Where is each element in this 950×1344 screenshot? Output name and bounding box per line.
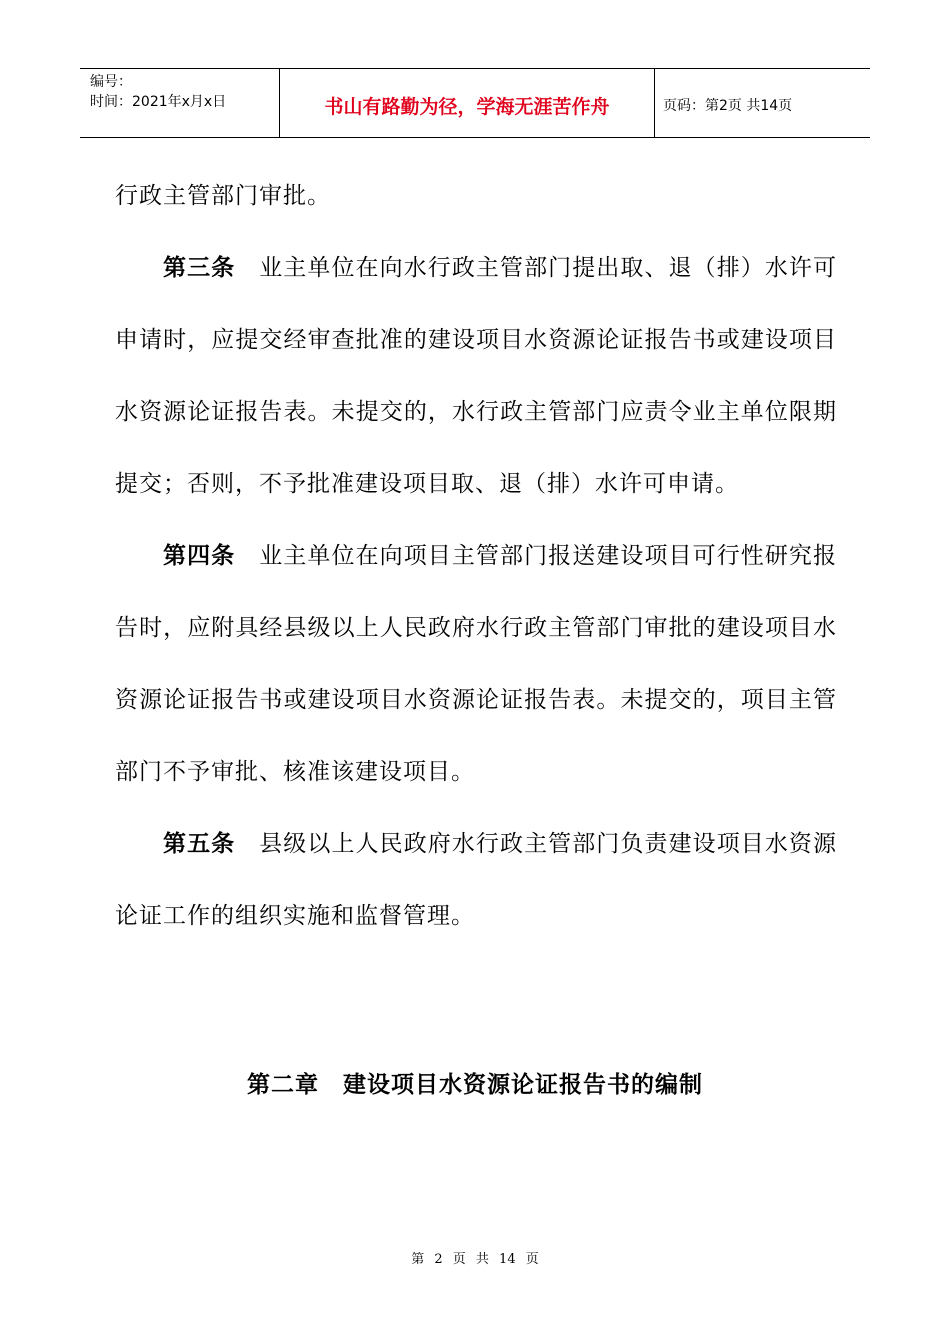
header-meta <box>80 69 280 137</box>
article-4-label: 第四条 <box>163 543 236 569</box>
article-5 <box>115 808 837 952</box>
chapter-heading <box>0 1066 950 1099</box>
header-page-number: 页码：第2页 共14页 <box>663 98 793 114</box>
chapter-title: 建设项目水资源论证报告书的编制 <box>343 1072 703 1098</box>
document-body <box>115 160 837 952</box>
document-time: 时间：2021年x月x日 <box>90 94 227 110</box>
article-4-text: 业主单位在向项目主管部门报送建设项目可行性研究报告时，应附具经县级以上人民政府水行政主管部门审批的建设项目水资源论证报告书或建设项目水资源论证报告表。未提交的，项目主管部门不予审批、核准该建设项目。 <box>115 543 838 785</box>
header-motto: 书山有路勤为径，学海无涯苦作舟 <box>280 69 655 137</box>
article-5-text: 县级以上人民政府水行政主管部门负责建设项目水资源论证工作的组织实施和监督管理。 <box>115 831 838 929</box>
article-3-label: 第三条 <box>163 255 236 281</box>
page-footer: 第 2 页 共 14 页 <box>411 1252 539 1267</box>
article-3-text: 业主单位在向水行政主管部门提出取、退（排）水许可申请时，应提交经审查批准的建设项目水资源论证报告书或建设项目水资源论证报告表。未提交的，水行政主管部门应责令业主单位限期提交；否则，不予批准建设项目取、退（排）水许可申请。 <box>115 255 838 497</box>
chapter-number: 第二章 <box>247 1072 319 1098</box>
page-header <box>80 68 870 138</box>
article-3 <box>115 232 837 520</box>
article-4 <box>115 520 837 808</box>
document-number: 编号： <box>90 74 132 90</box>
paragraph-continuation: 行政主管部门审批。 <box>115 183 331 209</box>
article-5-label: 第五条 <box>163 831 236 857</box>
